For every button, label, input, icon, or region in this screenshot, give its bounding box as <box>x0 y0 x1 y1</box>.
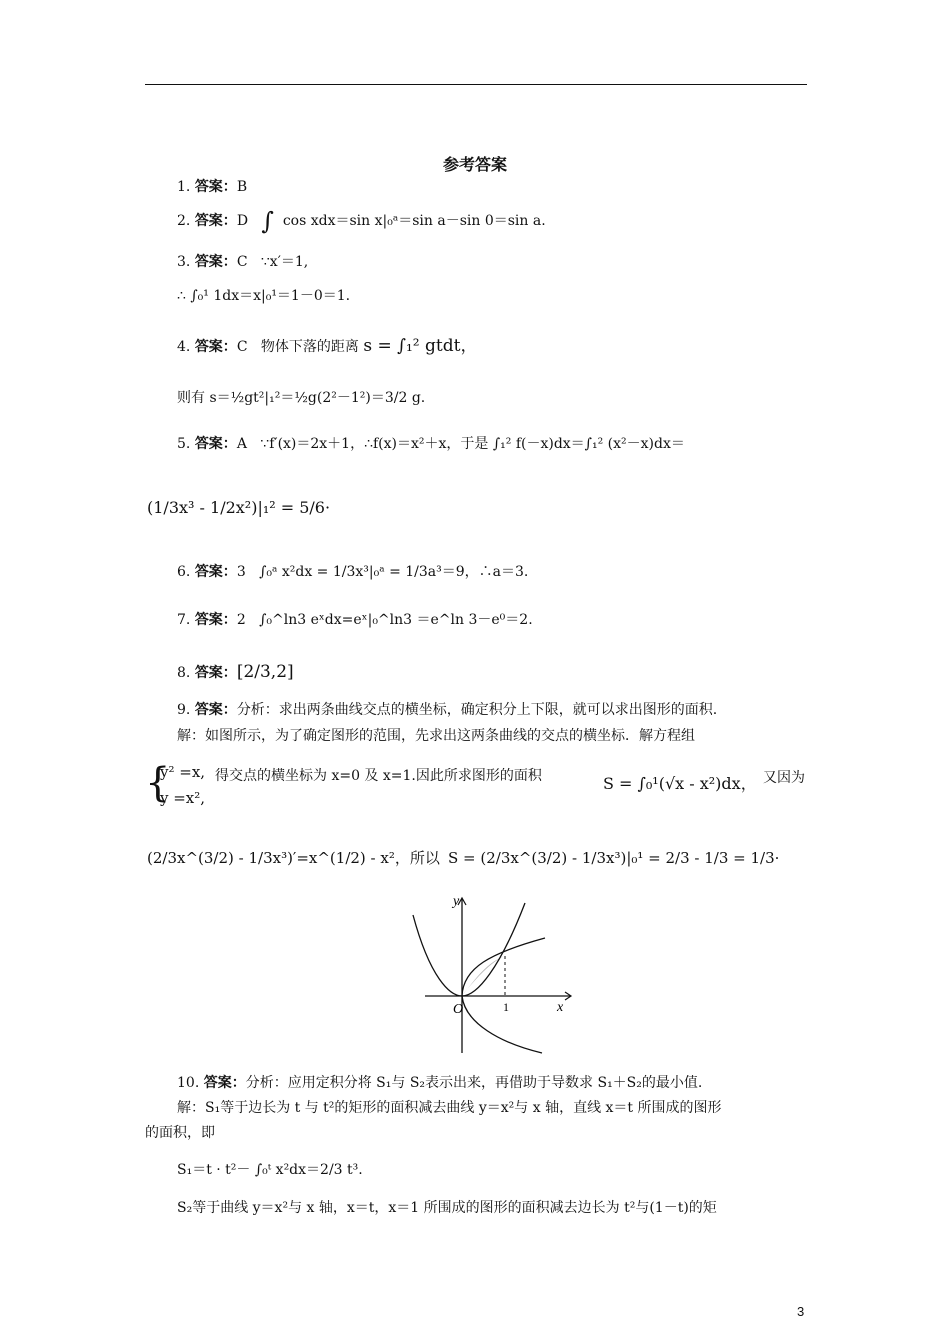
page-number: 3 <box>797 1304 805 1319</box>
answer-label: 答案： <box>203 1075 246 1091</box>
x-axis-label: x <box>557 1000 564 1015</box>
answer-expression: s＝½gt²|₁²＝½g(2²－1²)＝3/2 g. <box>209 390 426 406</box>
answer-5 <box>177 434 685 454</box>
figure-plot <box>413 898 571 1053</box>
answer-analysis: 分析：求出两条曲线交点的横坐标，确定积分上下限，就可以求出图形的面积. <box>236 702 718 718</box>
system-brace: { <box>145 760 171 806</box>
answer-label: 答案： <box>194 564 237 580</box>
after-system: 得交点的横坐标为 x=0 及 x=1.因此所求图形的面积 <box>215 768 542 784</box>
answer-10-solution-1: 解：S₁等于边长为 t 与 t²的矩形的面积减去曲线 y＝x²与 x 轴，直线 x＝t 所围成的图形 <box>177 1100 722 1116</box>
parabola-figure <box>405 893 580 1058</box>
answer-9-solution: 解：如图所示，为了确定图形的范围，先求出这两条曲线的交点的横坐标．解方程组 <box>177 728 695 744</box>
answer-3 <box>177 252 308 272</box>
answer-9 <box>177 700 717 720</box>
answer-choice: C <box>236 339 248 355</box>
answer-3-expression: ∴ ∫₀¹ 1dx＝x|₀¹＝1－0＝1. <box>177 288 351 304</box>
tick-label: 1 <box>503 1000 509 1014</box>
answer-analysis: 分析：应用定积分将 S₁与 S₂表示出来，再借助于导数求 S₁＋S₂的最小值. <box>245 1075 703 1091</box>
answer-4 <box>177 336 477 357</box>
answer-label: 答案： <box>194 702 237 718</box>
answer-number: 1. <box>177 179 191 195</box>
derivative-expression: (2/3x^(3/2) - 1/3x³)′=x^(1/2) - x²，所以 <box>147 849 440 867</box>
answer-4-line2 <box>177 388 425 408</box>
answer-formula: s = ∫₁² gtdt， <box>363 336 478 356</box>
answer-number: 9. <box>177 702 191 718</box>
answer-7 <box>177 610 533 630</box>
answer-label: 答案： <box>194 436 237 452</box>
answer-10 <box>177 1073 702 1093</box>
answer-number: 5. <box>177 436 191 452</box>
answer-expression: [2/3,2] <box>236 662 294 682</box>
tail-text: 又因为 <box>763 770 805 786</box>
answer-number: 6. <box>177 564 191 580</box>
answer-5-result: (1/3x³ - 1/2x²)|₁² = 5/6· <box>147 498 331 517</box>
answer-choice: 2 <box>236 612 246 628</box>
answer-label: 答案： <box>194 179 237 195</box>
answer-1 <box>177 177 247 197</box>
header-rule <box>145 84 807 85</box>
answer-2 <box>177 207 546 235</box>
line-prefix: 则有 <box>177 390 205 406</box>
answer-label: 答案： <box>194 213 237 229</box>
answer-expression: ∫₀ᵃ x²dx = 1/3x³|₀ᵃ = 1/3a³＝9，∴a＝3. <box>259 564 529 580</box>
answer-6 <box>177 562 528 582</box>
answer-10-s1-expression: S₁＝t · t²－ ∫₀ᵗ x²dx＝2/3 t³. <box>177 1162 363 1178</box>
answer-choice: C <box>236 254 248 270</box>
origin-label: O <box>453 1002 464 1017</box>
answer-label: 答案： <box>194 254 237 270</box>
answer-reason: ∵x′＝1, <box>260 254 309 270</box>
area-result: S = (2/3x^(3/2) - 1/3x³)|₀¹ = 2/3 - 1/3 = 1/3· <box>448 849 780 867</box>
area-formula: S = ∫₀¹(√x - x²)dx， <box>603 774 757 793</box>
answer-choice: 3 <box>236 564 246 580</box>
answer-number: 2. <box>177 213 191 229</box>
answer-number: 7. <box>177 612 191 628</box>
system-eq-2: y =x², <box>160 789 206 807</box>
answer-choice: B <box>236 179 248 195</box>
answer-text: 物体下落的距离 <box>260 339 359 355</box>
section-title: 参考答案 <box>442 155 507 174</box>
answer-expression: ∫₀^ln3 eˣdx=eˣ|₀^ln3 ＝e^ln 3－e⁰＝2. <box>259 612 533 628</box>
answer-choice: D <box>236 213 249 229</box>
answer-text: ∵f′(x)＝2x＋1，∴f(x)＝x²＋x，于是 ∫₁² f(－x)dx＝∫₁² (x²－x)dx＝ <box>260 436 685 452</box>
y-axis-label: y <box>453 894 460 909</box>
answer-label: 答案： <box>194 612 237 628</box>
answer-number: 4. <box>177 339 191 355</box>
answer-number: 8. <box>177 665 191 681</box>
answer-10-solution-3: S₂等于曲线 y＝x²与 x 轴，x＝t，x＝1 所围成的图形的面积减去边长为 t²与(1－t)的矩 <box>177 1200 717 1216</box>
answer-10-solution-2: 的面积，即 <box>145 1125 215 1141</box>
integral-sign: ∫ <box>261 207 274 235</box>
answer-number: 3. <box>177 254 191 270</box>
answer-number: 10. <box>177 1075 200 1091</box>
answer-label: 答案： <box>194 665 237 681</box>
answer-label: 答案： <box>194 339 237 355</box>
answer-expression: cos xdx＝sin x|₀ᵃ＝sin a－sin 0＝sin a. <box>282 213 546 229</box>
answer-choice: A <box>236 436 247 452</box>
system-eq-1: y² =x, <box>160 763 206 781</box>
answer-8 <box>177 662 294 683</box>
